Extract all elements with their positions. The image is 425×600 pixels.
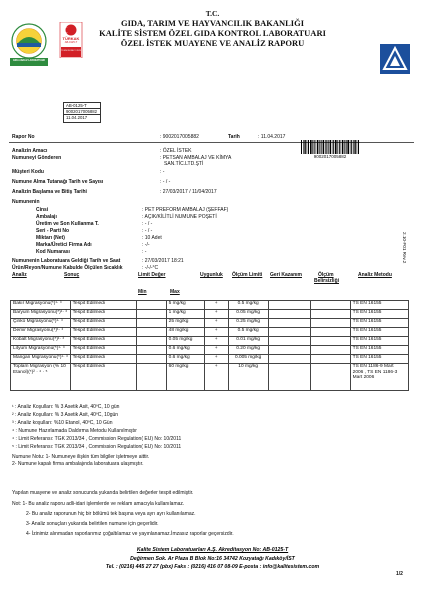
header-tc: T.C. (205, 9, 220, 18)
limit-min (136, 310, 166, 319)
limit-max: 0.6 mg/kg (166, 346, 204, 355)
analysis-name: Kobalt Migrasyonu(*)¹· ³ (11, 337, 71, 346)
limit-min (136, 346, 166, 355)
info-label: Numune Alma Tutanağı Tarih ve Sayısı (12, 179, 104, 185)
recovery (268, 328, 310, 337)
measurement-limit: 0.5 mg/kg (228, 328, 268, 337)
footnote: ³ : Analiz koşulları: %10 Etanol, 40ºC, 10 Gün (12, 420, 113, 426)
measurement-limit: 0.05 mg/kg (228, 310, 268, 319)
uncertainty (310, 337, 350, 346)
header-lab: KALİTE SİSTEM ÖZEL GIDA KONTROL LABORATUARI (99, 28, 326, 38)
info-value: SAN.TİC.LTD.ŞTİ (164, 161, 204, 167)
info-value: : ÖZEL İSTEK (160, 148, 192, 154)
recovery (268, 337, 310, 346)
table-row (11, 310, 409, 319)
lab-triangle-logo (380, 44, 410, 74)
footnote: ⁴ : Limit Referansı: TGK 2013/34 , Commission Regulation( EU) No: 10/2011 (12, 436, 182, 442)
measurement-limit: 10 mg/kg (228, 364, 268, 391)
seal-caption: GIDA ANALİZ LABORATUARI (13, 59, 45, 62)
limit-min (136, 355, 166, 364)
limit-min (136, 319, 166, 328)
info-value: : 27/03/2017 / 11/04/2017 (160, 189, 217, 195)
table-row (11, 346, 409, 355)
sample-value: : - / - (142, 228, 153, 234)
col-sonuc: Sonuç (64, 272, 80, 278)
conformity: + (204, 364, 228, 391)
col-belirsizlik-2: Belirsizliği (314, 278, 340, 284)
footnote: ⁴ : Numune Hazırlamada Daldırma Metodu Kullanılmıştır (12, 428, 137, 434)
uncertainty (310, 319, 350, 328)
storage-temp-value: : -/-/-°C (142, 265, 159, 271)
measurement-limit: 0.20 mg/kg (228, 346, 268, 355)
uncertainty (310, 328, 350, 337)
uncertainty (310, 301, 350, 310)
col-analiz: Analiz (12, 272, 27, 278)
sample-note: 2- Numune kapalı firma ambalajında laboratuara ulaşmıştır. (12, 461, 144, 467)
sample-value: : PET PREFORM AMBALAJ (ŞEFFAF) (142, 207, 229, 213)
barcode (301, 140, 359, 154)
analysis-name-line2: Etanol)(*)² · ⁴ · ⁵ (13, 369, 48, 375)
conformity: + (204, 337, 228, 346)
turkak-name: TÜRKAK (62, 36, 80, 41)
legal-note: 4- İzinimiz alınmadan raporlarımız çoğaltılamaz ve yayınlanamaz.İmzasız raporlar geçersizdir. (26, 531, 234, 537)
method-line: Mart 2006 (352, 375, 375, 381)
sample-value: : 10 Adet (142, 235, 162, 241)
measurement-limit: 0.01 mg/kg (228, 337, 268, 346)
footnote: ² : Analiz Koşulları: % 3 Asetik Asit, 40ºC, 10gün (12, 412, 119, 418)
info-label: Numuneyi Gönderen (12, 155, 62, 161)
legal-note: 3- Analiz sonuçları yukarıda belirtilen numune için geçerlidir. (26, 521, 159, 527)
id-box-accreditation: AB-0125-T (64, 103, 100, 109)
footnote: ¹ : Analiz Koşulları: % 3 Asetik Asit, 40ºC, 10 gün (12, 404, 120, 410)
info-value: : PETSAN AMBALAJ VE KİMYA (160, 155, 232, 161)
table-row (11, 319, 409, 328)
analysis-result: Tespit Edilmedi (70, 310, 136, 319)
analysis-result: Tespit Edilmedi (70, 337, 136, 346)
limit-min (136, 301, 166, 310)
footnote: ⁵ : Limit Referansı: TGK 2013/34 , Commission Regulation( EU) No: 10/2011 (12, 444, 182, 450)
recovery (268, 310, 310, 319)
results-table (10, 300, 409, 391)
col-limit: Limit Değer (138, 272, 166, 278)
method-line: TS EN 1186-9 Mart (352, 364, 394, 369)
sample-value: : AÇIK/KİLİTLİ NUMUNE POŞETİ (142, 214, 217, 220)
analysis-method: TS EN 16155 (350, 301, 408, 310)
table-row (11, 364, 409, 391)
footer-address: Değirmen Sok. Ar Plaza B Blok No:16 34742 Kozyatağı Kadıköy/İST (130, 556, 295, 562)
analysis-name: Çinko Migrasyonu(*)¹· ³ (11, 319, 71, 328)
sample-label: Seri - Parti No (36, 228, 70, 234)
limit-max: 0.05 mg/kg (166, 337, 204, 346)
analysis-name (11, 364, 71, 391)
accreditation-id-box (63, 102, 101, 123)
legal-note: Not: 1- Bu analiz raporu adli-idari işlemlerde ve reklam amacıyla kullanılamaz. (12, 501, 185, 507)
uncertainty (310, 364, 350, 391)
limit-max: 48 mg/kg (166, 328, 204, 337)
analysis-result: Tespit Edilmedi (70, 346, 136, 355)
sample-label: Kod Numarası (36, 249, 70, 255)
analysis-result: Tespit Edilmedi (70, 301, 136, 310)
analysis-method (350, 364, 408, 391)
info-value: : - (160, 169, 165, 175)
turkak-code: AB-0125-T (64, 41, 78, 44)
page-number: 1/2 (396, 571, 403, 577)
sample-label: Cinsi (36, 207, 49, 213)
analysis-result: Tespit Edilmedi (70, 364, 136, 391)
sample-label: Miktarı (Net) (36, 235, 65, 241)
report-no-label: Rapor No (12, 134, 35, 140)
header-ministry: GIDA, TARIM VE HAYVANCILIK BAKANLIĞI (120, 18, 305, 28)
info-label: Müşteri Kodu (12, 169, 44, 175)
conformity: + (204, 319, 228, 328)
barcode-number: 9002017005882 (313, 154, 347, 159)
col-geri-kazanim: Geri Kazanım (270, 272, 302, 278)
analysis-name: Bakır Migrasyonu(*)¹· ³ (11, 301, 71, 310)
conformity: + (204, 328, 228, 337)
footer-accreditation: Kalite Sistem Laboratuarları A.Ş. Akreditasyon No: AB-0125-T (136, 547, 289, 553)
info-label: Analizin Başlama ve Bitiş Tarihi (12, 189, 87, 195)
conformity: + (204, 346, 228, 355)
analysis-method: TS EN 16155 (350, 355, 408, 364)
limit-max: 5 mg/kg (166, 301, 204, 310)
recovery (268, 364, 310, 391)
info-label: Numunenin (12, 199, 40, 205)
limit-max: 60 mg/kg (166, 364, 204, 391)
lab-seal-logo (8, 22, 50, 68)
uncertainty (310, 310, 350, 319)
turkak-logo (59, 22, 83, 58)
method-line: 2006 , TS EN 1186-3 (352, 369, 398, 375)
report-no-value: : 9002017005882 (160, 134, 199, 140)
measurement-limit: 0.25 mg/kg (228, 319, 268, 328)
analysis-name: Demir Migrasyonu(*)¹· ³ (11, 328, 71, 337)
storage-temp-label: Ürün/Reyon/Numune Kabulde Ölçülen Sıcaklık (12, 265, 123, 271)
lab-arrival-label: Numunenin Laboratuara Geldiği Tarih ve Saat (12, 258, 121, 264)
uncertainty (310, 355, 350, 364)
measurement-limit: 0.005 mg/kg (228, 355, 268, 364)
info-value: : - / - (160, 179, 171, 185)
sample-label: Üretim ve Son Kullanma T. (36, 221, 99, 227)
sample-value: : -/- (142, 242, 150, 248)
recovery (268, 355, 310, 364)
recovery (268, 319, 310, 328)
analysis-method: TS EN 16155 (350, 310, 408, 319)
conformity: + (204, 301, 228, 310)
analysis-method: TS EN 16155 (350, 319, 408, 328)
legal-note: 2- Bu analiz raporunun hiç bir bölümü tek başına veya ayrı ayrı kullanılamaz. (26, 511, 196, 517)
col-min: Min (138, 289, 147, 295)
id-box-date: 11.04.2017 (66, 114, 88, 120)
col-uygunluk: Uygunluk (200, 272, 223, 278)
limit-min (136, 337, 166, 346)
analysis-method: TS EN 16155 (350, 346, 408, 355)
result-notice: Yapılan muayene ve analiz sonucunda yukarıda belirtilen değerler tespit edilmiştir. (12, 490, 194, 496)
limit-max: 1 mg/kg (166, 310, 204, 319)
analysis-method: TS EN 16155 (350, 337, 408, 346)
table-row (11, 337, 409, 346)
sample-value: : - / - (142, 221, 153, 227)
table-row (11, 328, 409, 337)
header-report-title: ÖZEL İSTEK MUAYENE VE ANALİZ RAPORU (120, 38, 305, 48)
lab-arrival-value: : 27/03/2017 18:21 (142, 258, 184, 264)
sample-note: Numune Notu: 1- Numuneye ilişkin tüm bilgiler işletmeye aittir. (12, 454, 150, 460)
turkak-standard: TS EN ISO/IEC 17025 (61, 50, 81, 52)
id-box-report-number: 9002017005882 (64, 109, 100, 115)
conformity: + (204, 310, 228, 319)
sample-label: Marka/Üretici Firma Adı (36, 242, 92, 248)
analysis-name: Lityum Migrasyonu(*)¹· ³ (11, 346, 71, 355)
info-label: Analizin Amacı (12, 148, 48, 154)
conformity: + (204, 355, 228, 364)
analysis-method: TS EN 16155 (350, 328, 408, 337)
col-metod: Analiz Metodu (358, 272, 392, 278)
limit-min (136, 364, 166, 391)
limit-max: 25 mg/kg (166, 319, 204, 328)
report-date-label: Tarih (228, 134, 240, 140)
table-row (11, 301, 409, 310)
form-code: 2.10-F01 Rev.2 (402, 232, 407, 264)
limit-max: 0.6 mg/kg (166, 355, 204, 364)
sample-label: Ambalajı (36, 214, 57, 220)
analysis-result: Tespit Edilmedi (70, 328, 136, 337)
analysis-name-line1: Toplam Migrasyon (% 10 (13, 364, 66, 369)
col-max: Max (170, 289, 180, 295)
uncertainty (310, 346, 350, 355)
recovery (268, 346, 310, 355)
limit-min (136, 328, 166, 337)
sample-value: : - (142, 249, 147, 255)
measurement-limit: 0.5 mg/kg (228, 301, 268, 310)
analysis-name: Mangan Migrasyonu(*)¹· ³ (11, 355, 71, 364)
table-row (11, 355, 409, 364)
recovery (268, 301, 310, 310)
report-date-value: : 11.04.2017 (258, 134, 286, 140)
analysis-result: Tespit Edilmedi (70, 355, 136, 364)
footer-contact: Tel. : (0216) 445 27 27 (pbx) Faks : (0216) 416 07 08-09 E-posta : info@kalitesistem.com (105, 564, 320, 570)
analysis-name: Baryum Migrasyonu(*)¹· ³ (11, 310, 71, 319)
col-belirsizlik-1: Ölçüm (318, 272, 334, 278)
col-olcum-limiti: Ölçüm Limiti (232, 272, 263, 278)
analysis-result: Tespit Edilmedi (70, 319, 136, 328)
